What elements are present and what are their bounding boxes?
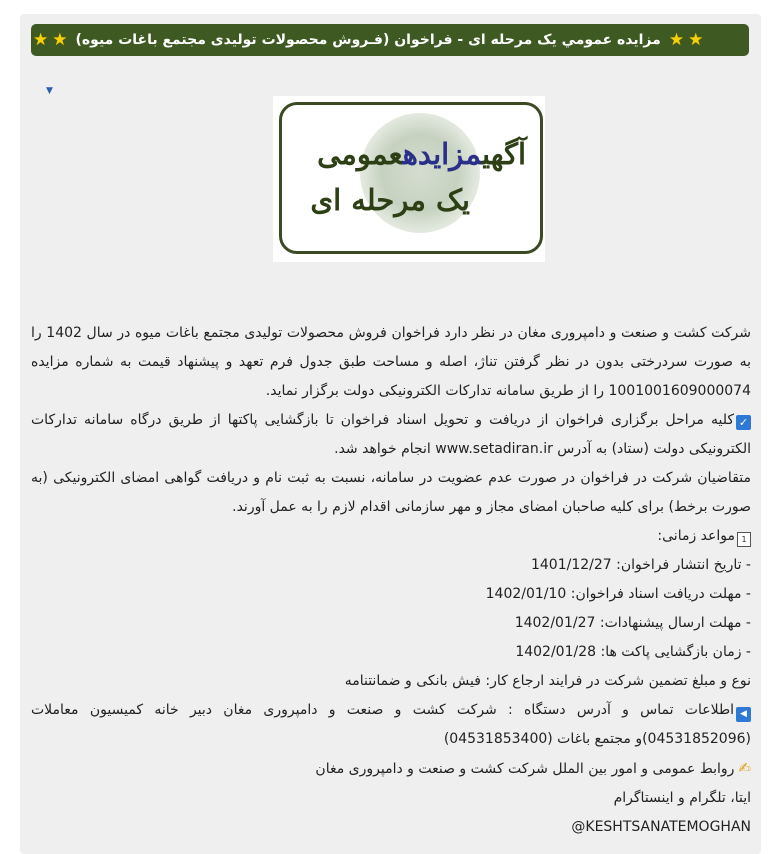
star-icon: ★ [33, 30, 49, 50]
announcement-panel [20, 14, 761, 854]
star-icon: ★ [668, 30, 685, 50]
check-box-icon: ✓ [736, 415, 751, 430]
star-icon: ★ [52, 30, 68, 50]
announcement-body [31, 319, 751, 842]
banner-frame [279, 102, 543, 254]
public-relations-line: ✍روابط عمومی و امور بین الملل شرکت کشت و صنعت و دامپروری مغان [31, 754, 751, 784]
process-paragraph: ✓کلیه مراحل برگزاری فراخوان از دریافت و تحویل اسناد فراخوان تا بازگشایی پاکتها از طریق درگاه سامانه تدارکات الکترونیکی دولت (ستاد) به آدرس www.setadiran.ir انجام خواهد شد. [31, 412, 751, 457]
social-handle: KESHTSANATEMOGHAN@ [571, 819, 751, 835]
dropdown-caret-icon[interactable]: ▼ [46, 86, 53, 96]
banner-heading: آگهیمزایدهعمومی [317, 137, 526, 171]
intro-paragraph: شرکت کشت و صنعت و دامپروری مغان در نظر دارد فراخوان فروش محصولات تولیدی مجتمع باغات میوه در سال 1402 را به صورت سردرختی بدون در نظر گرفتن تناژ، اصله و مساحت طبق جدول فرم تعهد و پیشنهاد قیمت به شماره مزایده 1001001609000074 را از طریق سامانه تدارکات الکترونیکی دولت برگزار نماید. [31, 325, 751, 399]
schedule-item: - مهلت ارسال پیشنهادات: 1402/01/27 [514, 615, 751, 631]
contact-paragraph: ◀اطلاعات تماس و آدرس دستگاه : شرکت کشت و صنعت و دامپروری مغان دبیر خانه کمیسیون معاملات (04531852096)و مجتمع باغات (04531853400) [31, 702, 751, 747]
schedule-item: - تاریخ انتشار فراخوان: 1401/12/27 [530, 557, 751, 573]
channels-line: ایتا، تلگرام و اینستاگرام [613, 790, 751, 806]
star-icon: ★ [688, 30, 704, 50]
schedule-item: - زمان بازگشایی پاکت ها: 1402/01/28 [515, 644, 751, 660]
announcement-title: مزایده عمومي یک مرحله ای - فراخوان (فـروش محصولات تولیدی مجتمع باغات میوه) [75, 32, 661, 48]
guarantee-line: نوع و مبلغ تضمین شرکت در فرایند ارجاع کار: فیش بانکی و ضمانتنامه [344, 673, 751, 689]
applicants-paragraph: متقاضیان شرکت در فراخوان در صورت عدم عضویت در سامانه، نسبت به ثبت نام و دریافت گواهی امضای الکترونیکی (به صورت برخط) برای کلیه صاحبان امضای مجاز و مهر سازمانی اقدام لازم را به عمل آورند. [31, 470, 751, 515]
play-button-icon: ◀ [736, 707, 751, 722]
schedule-item: - مهلت دریافت اسناد فراخوان: 1402/01/10 [485, 586, 751, 602]
auction-banner-image [273, 96, 545, 262]
banner-subheading: یک مرحله ای [310, 183, 470, 217]
schedule-heading: 1مواعد زمانی: [31, 522, 751, 551]
announcement-title-bar [31, 24, 749, 56]
writing-hand-icon: ✍ [738, 759, 751, 777]
calendar-icon: 1 [737, 532, 751, 547]
